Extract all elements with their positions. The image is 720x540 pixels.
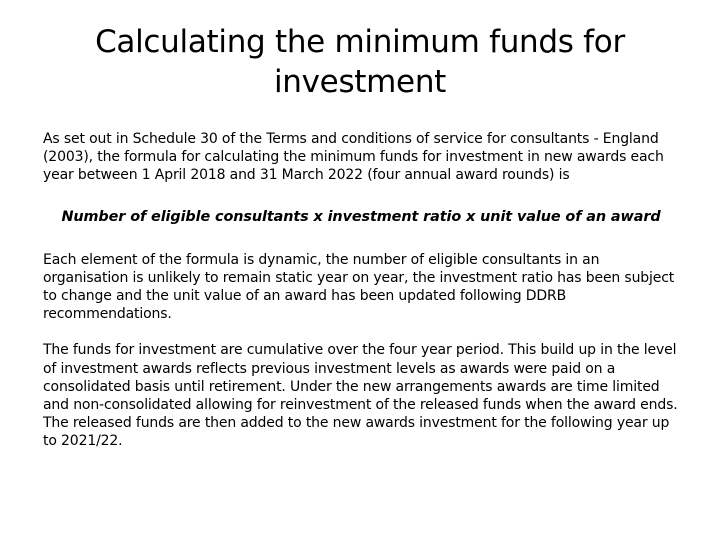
slide-title: Calculating the minimum funds for investment — [95, 24, 625, 100]
formula-text: Number of eligible consultants x investment ratio x unit value of an award — [61, 208, 661, 225]
cumulative-funds-paragraph: The funds for investment are cumulative over the four year period. This build up in the level of investment awards reflects previous investment levels as awards were paid on a consolidated basis until retirement. Under the new arrangements awards are time limited and non-consolidated allowing for reinvestment of the released funds when the award ends. The released funds are then added to the new awards investment for the following year up to 2021/22. — [43, 342, 678, 450]
slide-body — [43, 130, 679, 451]
intro-paragraph: As set out in Schedule 30 of the Terms and conditions of service for consultants - England (2003), the formula for calculating the minimum funds for investment in new awards each year between 1 April 2018 and 31 March 2022 (four annual award rounds) is — [43, 131, 664, 184]
dynamic-elements-paragraph: Each element of the formula is dynamic, the number of eligible consultants in an organisation is unlikely to remain static year on year, the investment ratio has been subject to change and the unit value of an award has been updated following DDRB recommendations. — [43, 251, 675, 323]
